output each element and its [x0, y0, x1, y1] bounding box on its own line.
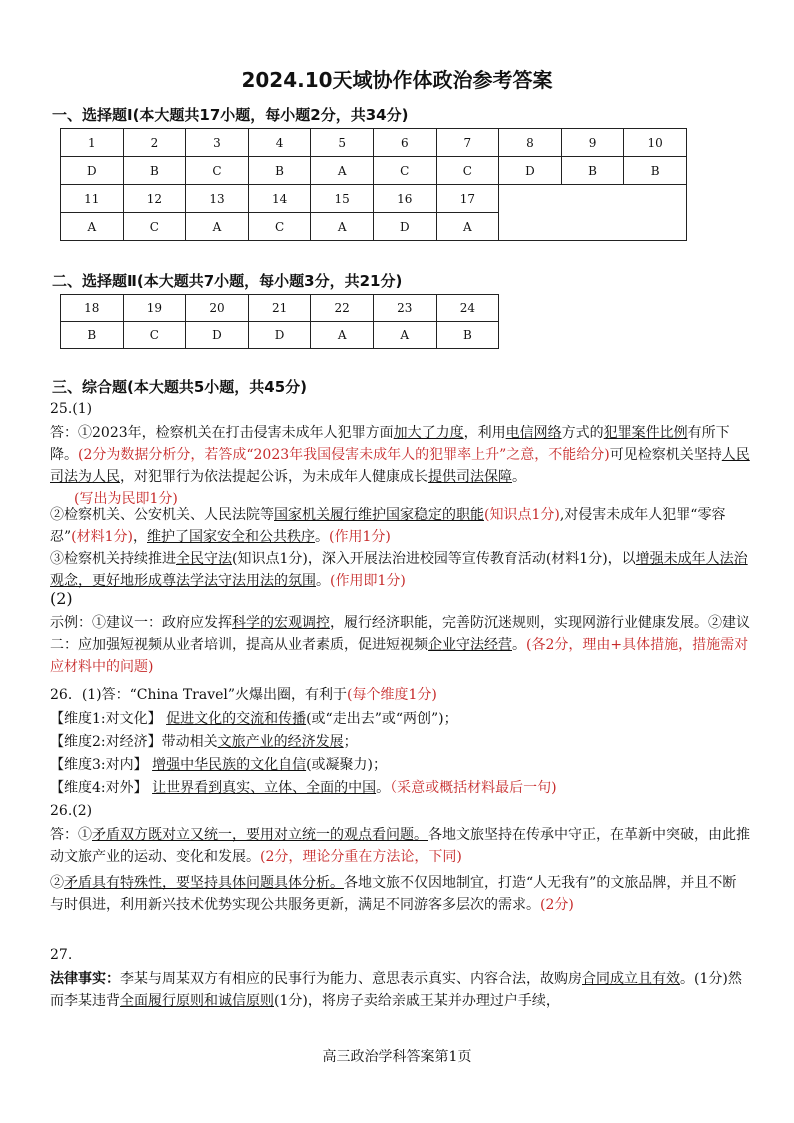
key-point: 促进文化的交流和传播: [166, 711, 307, 727]
key-point: 提供司法保障: [428, 469, 512, 485]
scoring-note: (作用即1分): [330, 573, 406, 589]
q25-answer-2: [50, 504, 750, 548]
scoring-note: （采意或概括材料最后一句): [390, 780, 557, 796]
q-num: 6: [373, 129, 436, 157]
section1-heading: 一、选择题Ⅰ(本大题共17小题，每小题2分，共34分): [52, 106, 409, 124]
q25-answer-b: [50, 612, 750, 678]
q-answer: C: [436, 157, 499, 185]
text: 各地文旅不仅因地制宜，打造“人无我有”的文旅品牌，并且不断与时俱进，利用新兴技术优势实现公共服务更新，满足不同游客多层次的需求。: [50, 875, 737, 913]
text: ，: [133, 529, 148, 545]
text: (知识点1分)，深入开展法治进校园等宣传教育活动(材料1分)，以: [232, 551, 636, 567]
section2-answer-table: [60, 294, 499, 349]
text: 。(1分)然而李某违背: [50, 971, 742, 1009]
q-num: 11: [61, 185, 124, 213]
q27-label: 27.: [50, 947, 73, 963]
q-answer: C: [248, 213, 311, 241]
scoring-note: (各2分，理由+具体措施，措施需对应材料中的问题): [50, 637, 749, 675]
dimension-3: [50, 754, 750, 776]
text: 26．(1)答：“China Travel”火爆出圈，有利于: [50, 687, 348, 703]
dimension-1: [50, 708, 750, 730]
q-answer: B: [561, 157, 624, 185]
scoring-note: (2分为数据分析分，若答成“2023年我国侵害未成年人的犯罪率上升”之意，不能给分): [78, 447, 610, 463]
text: ，履行经济职能，完善防沉迷规则，实现网游行业健康发展。②建议二：应加强短视频从业者培训，提高从业者素质，促进短视频: [50, 615, 750, 653]
q-answer: D: [186, 322, 249, 349]
text: 可见检察机关坚持: [609, 447, 722, 463]
text: ②: [50, 875, 64, 891]
text: 。: [315, 529, 330, 545]
q-num: 15: [311, 185, 374, 213]
text: (或“走出去”或“两创”)；: [306, 711, 458, 727]
q-answer: C: [373, 157, 436, 185]
key-point: 企业守法经营: [428, 637, 512, 653]
text: 方式的: [561, 425, 604, 441]
q-answer: D: [61, 157, 124, 185]
text: ③检察机关持续推进: [50, 551, 176, 567]
text: ；: [343, 734, 358, 750]
section1-answer-table: [60, 128, 687, 241]
text: ,对侵害未成年人犯罪“零容忍”: [50, 507, 726, 545]
table-row: [61, 295, 499, 322]
key-point: 全面履行原则和诚信原则: [120, 993, 274, 1009]
q-num: 4: [248, 129, 311, 157]
scoring-note: (作用1分): [329, 529, 391, 545]
q-answer: A: [61, 213, 124, 241]
q-answer: A: [373, 322, 436, 349]
key-point: 全民守法: [176, 551, 232, 567]
scoring-note: (材料1分): [71, 529, 134, 545]
text: 李某与周某双方有相应的民事行为能力、意思表示真实、内容合法，故购房: [120, 971, 582, 987]
q-answer: D: [373, 213, 436, 241]
text: 【维度3:对内】: [50, 757, 148, 773]
dimension-4: [50, 777, 750, 799]
page-footer: 高三政治学科答案第1页: [322, 1049, 472, 1065]
key-point: 增强未成年人法治观念，更好地形成尊法学法守法用法的氛围: [50, 551, 748, 589]
text: 答：①: [50, 827, 92, 843]
q-num: 23: [373, 295, 436, 322]
q25-label: 25.(1): [50, 401, 93, 417]
q25-answer-1: [50, 422, 750, 510]
key-point: 电信网络: [505, 425, 562, 441]
scoring-note: (2分，理论分重在方法论，下同): [260, 849, 462, 865]
legal-fact-label: 法律事实：: [50, 971, 120, 987]
page-title: 2024.10天域协作体政治参考答案: [241, 68, 553, 92]
section2-heading: 二、选择题Ⅱ(本大题共7小题，每小题3分，共21分): [52, 272, 403, 290]
text: (1分)，将房子卖给亲戚王某并办理过户手续，: [274, 993, 560, 1009]
q-num: 19: [123, 295, 186, 322]
key-point: 科学的宏观调控: [232, 615, 330, 631]
scoring-note: (知识点1分): [484, 507, 560, 523]
text: 答：①2023年，检察机关在打击侵害未成年人犯罪方面: [50, 425, 394, 441]
text: 【维度2:对经济】带动相关: [50, 734, 218, 750]
q26-part2-label: 26.(2): [50, 803, 93, 819]
text: 。: [316, 573, 330, 589]
q-num: 9: [561, 129, 624, 157]
q-answer: C: [186, 157, 249, 185]
table-row: [61, 185, 687, 213]
dimension-2: [50, 731, 750, 753]
q-num: 2: [123, 129, 186, 157]
key-point: 合同成立且有效: [582, 971, 680, 987]
text: 示例：①建议一：政府应发挥: [50, 615, 232, 631]
text: ②检察机关、公安机关、人民法院等: [50, 507, 274, 523]
q-num: 8: [499, 129, 562, 157]
q-num: 3: [186, 129, 249, 157]
scoring-note: (每个维度1分): [347, 687, 437, 703]
table-row: [61, 322, 499, 349]
text: 【维度1:对文化】: [50, 711, 162, 727]
q-num: 5: [311, 129, 374, 157]
text: 各地文旅坚持在传承中守正，在革新中突破，由此推动文旅产业的运动、变化和发展。: [50, 827, 750, 865]
key-point: 增强中华民族的文化自信: [152, 757, 307, 773]
q25-answer-3: [50, 548, 750, 592]
q-answer: C: [123, 322, 186, 349]
q-num: 14: [248, 185, 311, 213]
q-answer: D: [248, 322, 311, 349]
text: 【维度4:对外】: [50, 780, 148, 796]
key-point: 文旅产业的经济发展: [217, 734, 344, 750]
q-num: 20: [186, 295, 249, 322]
q-answer: B: [436, 322, 499, 349]
q-answer: A: [311, 157, 374, 185]
q-answer: A: [311, 322, 374, 349]
q-answer: A: [436, 213, 499, 241]
key-point: 矛盾具有特殊性，要坚持具体问题具体分析。: [64, 875, 344, 891]
key-point: 维护了国家安全和公共秩序: [147, 529, 316, 545]
q-answer: B: [61, 322, 124, 349]
key-point: 国家机关履行维护国家稳定的职能: [274, 507, 484, 523]
text: ，利用: [463, 425, 506, 441]
q-num: 16: [373, 185, 436, 213]
empty-cell: [499, 185, 687, 241]
q-answer: C: [123, 213, 186, 241]
section3-heading: 三、综合题(本大题共5小题，共45分): [52, 378, 308, 396]
q-answer: A: [311, 213, 374, 241]
q26-answer-1: [50, 824, 750, 868]
q-answer: B: [248, 157, 311, 185]
text: (或凝聚力)；: [306, 757, 388, 773]
key-point: 矛盾双方既对立又统一，要用对立统一的观点看问题。: [92, 827, 428, 843]
text: 。: [376, 780, 391, 796]
q-num: 12: [123, 185, 186, 213]
q26-part1: [50, 684, 750, 706]
q-num: 13: [186, 185, 249, 213]
table-row: [61, 157, 687, 185]
q-num: 10: [624, 129, 687, 157]
q-num: 22: [311, 295, 374, 322]
q-num: 18: [61, 295, 124, 322]
text: 有所下降。: [50, 425, 730, 463]
q-num: 21: [248, 295, 311, 322]
key-point: 犯罪案件比例: [603, 425, 688, 441]
q-answer: B: [624, 157, 687, 185]
table-row: [61, 129, 687, 157]
q-answer: A: [186, 213, 249, 241]
q26-answer-2: [50, 872, 750, 916]
q-answer: B: [123, 157, 186, 185]
key-point: 人民司法为人民: [50, 447, 750, 485]
scoring-note: (写出为民即1分): [74, 491, 178, 507]
key-point: 让世界看到真实、立体、全面的中国: [152, 780, 377, 796]
text: 。: [512, 469, 526, 485]
q-num: 7: [436, 129, 499, 157]
q-answer: D: [499, 157, 562, 185]
q-num: 1: [61, 129, 124, 157]
text: 。: [512, 637, 526, 653]
q-num: 24: [436, 295, 499, 322]
key-point: 加大了力度: [393, 425, 464, 441]
q25-part2-label: (2): [50, 589, 73, 608]
q-num: 17: [436, 185, 499, 213]
scoring-note: (2分): [540, 897, 574, 913]
q27-answer: [50, 968, 750, 1012]
text: ，对犯罪行为依法提起公诉，为未成年人健康成长: [120, 469, 428, 485]
